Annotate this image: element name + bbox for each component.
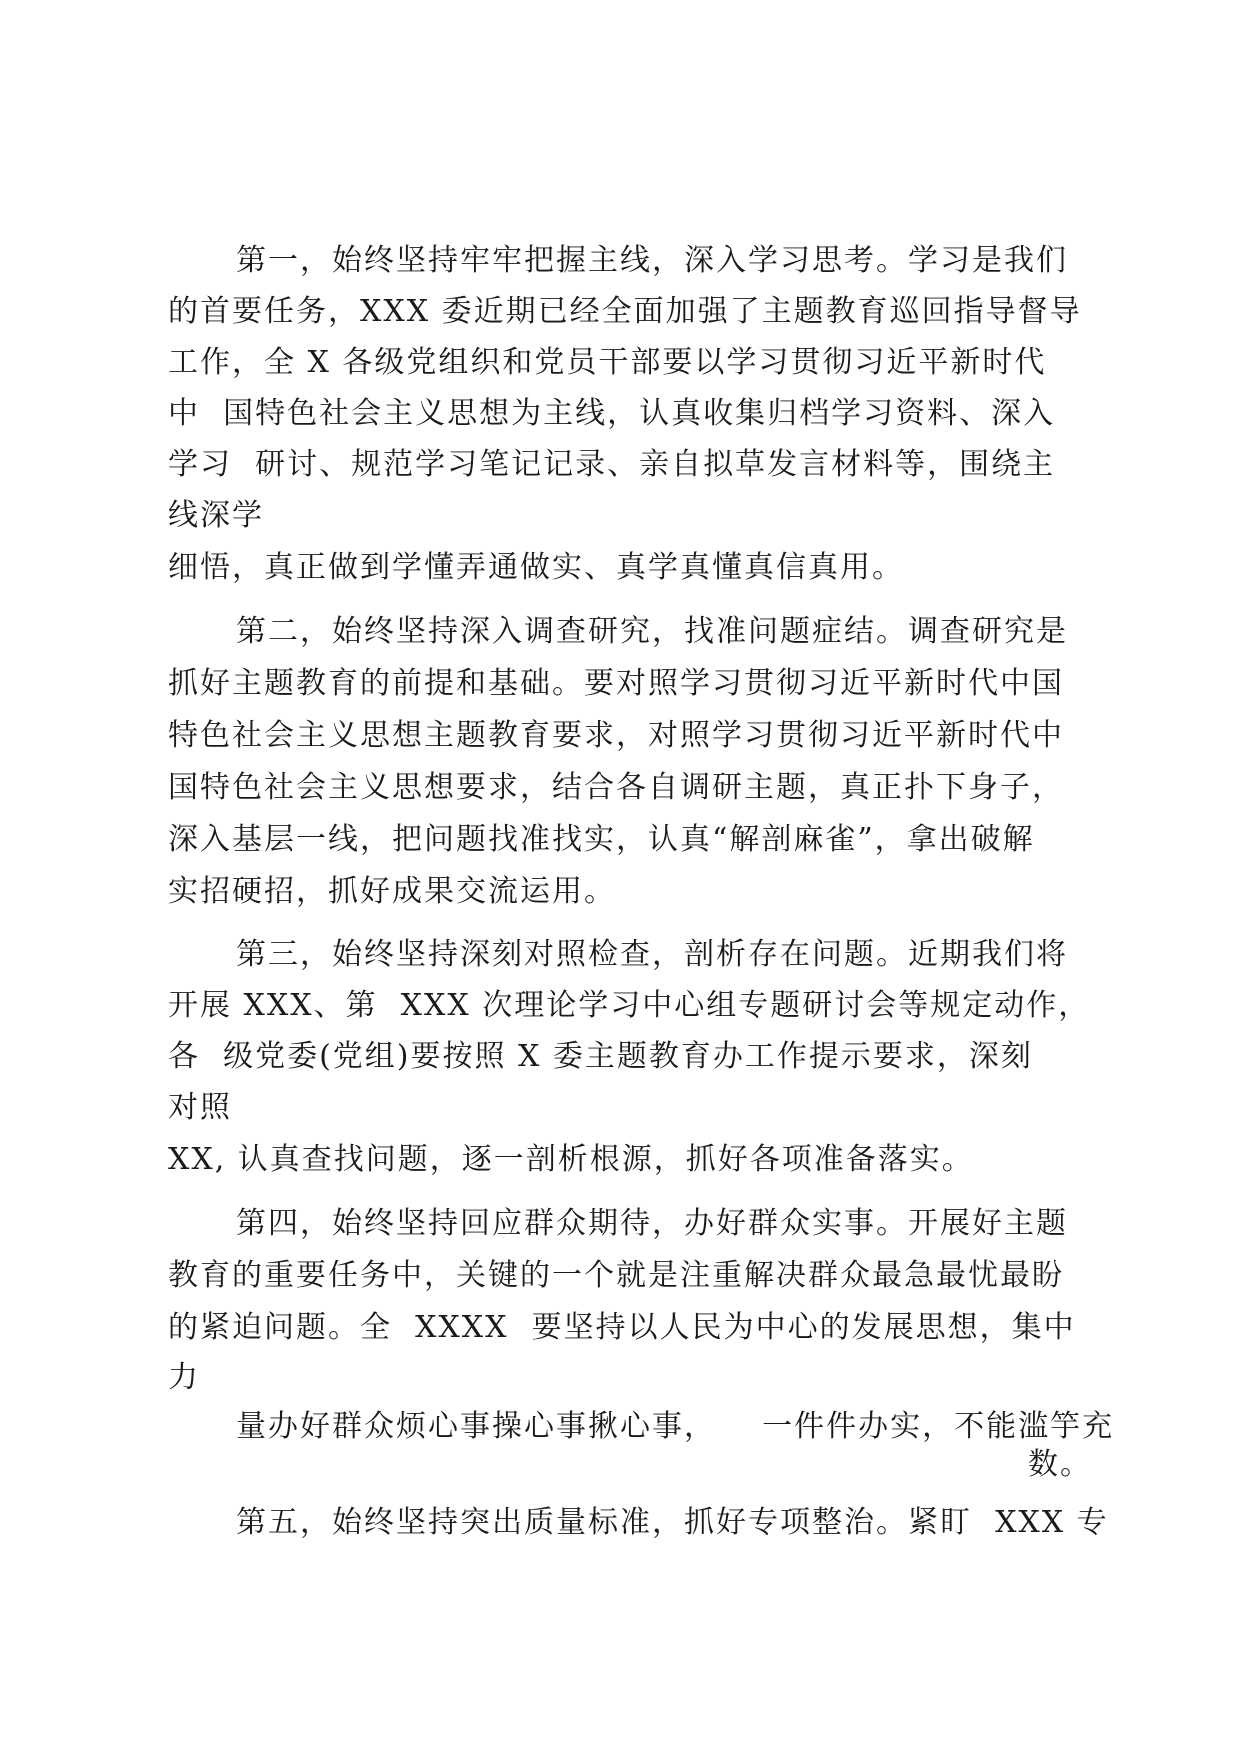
- paragraph-4-line-4: 力: [168, 1360, 200, 1395]
- paragraph-1-line-5: 学习 研讨、规范学习笔记记录、亲自拟草发言材料等，围绕主: [168, 447, 1056, 482]
- paragraph-4-line-1: 第四，始终坚持回应群众期待，办好群众实事。开展好主题: [236, 1206, 1068, 1241]
- paragraph-4-line-5: 量办好群众烦心事操心事揪心事， 一件件办实，不能滥竽充: [236, 1409, 1115, 1444]
- paragraph-1-line-1: 第一，始终坚持牢牢把握主线，深入学习思考。学习是我们: [236, 243, 1068, 278]
- paragraph-4-line-2: 教育的重要任务中，关键的一个就是注重解决群众最急最忧最盼: [168, 1258, 1064, 1293]
- paragraph-1-line-7: 细悟，真正做到学懂弄通做实、真学真懂真信真用。: [168, 550, 904, 585]
- paragraph-4-line-6: 数。: [1028, 1447, 1092, 1482]
- paragraph-2-line-1: 第二，始终坚持深入调查研究，找准问题症结。调查研究是: [236, 614, 1068, 649]
- paragraph-3-line-4: 对照: [168, 1090, 232, 1125]
- paragraph-1-line-6: 线深学: [168, 498, 264, 533]
- paragraph-5-line-1: 第五，始终坚持突出质量标准，抓好专项整治。紧盯 XXX 专: [236, 1505, 1109, 1540]
- paragraph-4-line-3: 的紧迫问题。全 XXXX 要坚持以人民为中心的发展思想，集中: [168, 1310, 1076, 1345]
- paragraph-1-line-4: 中 国特色社会主义思想为主线，认真收集归档学习资料、深入: [168, 396, 1056, 431]
- paragraph-1-line-3: 工作，全 X 各级党组织和党员干部要以学习贯彻习近平新时代: [168, 345, 1047, 380]
- paragraph-2-line-3: 特色社会主义思想主题教育要求，对照学习贯彻习近平新时代中: [168, 718, 1064, 753]
- paragraph-3-line-5: XX, 认真查找问题，逐一剖析根源，抓好各项准备落实。: [168, 1142, 974, 1177]
- paragraph-3-line-2: 开展 XXX、第 XXX 次理论学习中心组专题研讨会等规定动作，: [168, 988, 1091, 1023]
- paragraph-2-line-2: 抓好主题教育的前提和基础。要对照学习贯彻习近平新时代中国: [168, 666, 1064, 701]
- paragraph-3-line-3: 各 级党委(党组)要按照 X 委主题教育办工作提示要求，深刻: [168, 1039, 1033, 1074]
- paragraph-2-line-5: 深入基层一线，把问题找准找实，认真“解剖麻雀”，拿出破解: [168, 822, 1035, 857]
- paragraph-2-line-6: 实招硬招，抓好成果交流运用。: [168, 874, 616, 909]
- paragraph-3-line-1: 第三，始终坚持深刻对照检查，剖析存在问题。近期我们将: [236, 937, 1068, 972]
- paragraph-1-line-2: 的首要任务，XXX 委近期已经全面加强了主题教育巡回指导督导: [168, 294, 1082, 329]
- paragraph-2-line-4: 国特色社会主义思想要求，结合各自调研主题，真正扑下身子，: [168, 770, 1064, 805]
